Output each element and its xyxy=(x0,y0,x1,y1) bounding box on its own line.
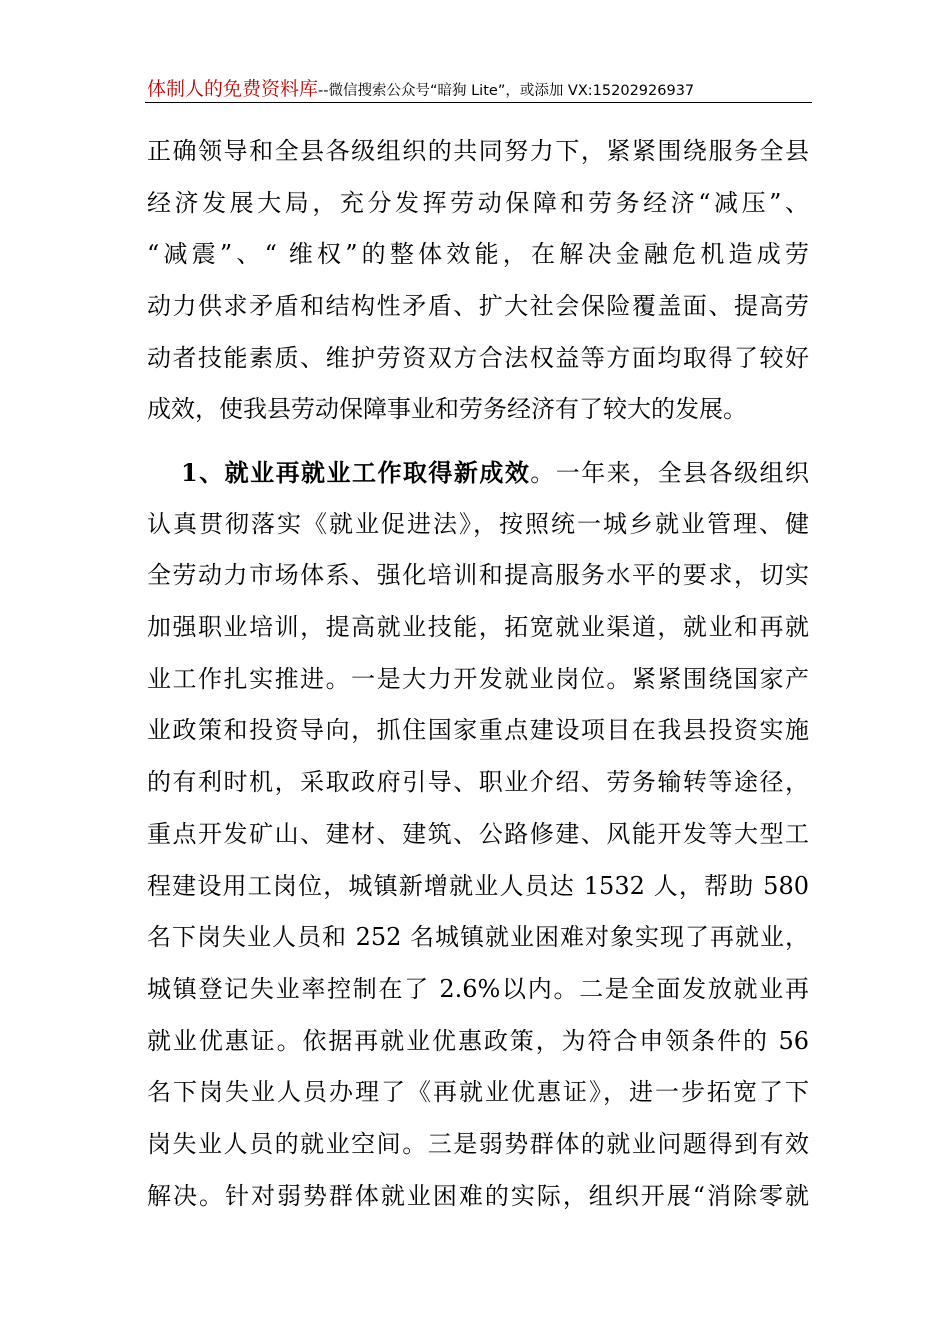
text-line: 正确领导和全县各级组织的共同努力下，紧紧围绕服务全县 xyxy=(147,137,809,165)
text-line: 城镇登记失业率控制在了 2.6%以内。二是全面发放就业再 xyxy=(147,974,809,1003)
section-heading: 1、就业再就业工作取得新成效 xyxy=(181,458,531,487)
paragraph-2 xyxy=(147,447,809,1222)
text-line: 程建设用工岗位，城镇新增就业人员达 1532 人，帮助 580 xyxy=(147,871,809,900)
text-line: 加强职业培训，提高就业技能，拓宽就业渠道，就业和再就 xyxy=(147,613,809,642)
text-line: 名下岗失业人员和 252 名城镇就业困难对象实现了再就业， xyxy=(147,923,809,952)
text-line: 业工作扎实推进。一是大力开发就业岗位。紧紧围绕国家产 xyxy=(147,664,809,693)
text-line: 全劳动力市场体系、强化培训和提高服务水平的要求，切实 xyxy=(147,561,809,590)
text-line xyxy=(147,447,809,499)
page-header xyxy=(147,76,812,102)
header-divider xyxy=(145,102,812,103)
text-line: 名下岗失业人员办理了《再就业优惠证》，进一步拓宽了下 xyxy=(147,1078,809,1107)
text-line: 成效，使我县劳动保障事业和劳务经济有了较大的发展。 xyxy=(147,395,747,424)
text-line: 业政策和投资导向，抓住国家重点建设项目在我县投资实施 xyxy=(147,716,809,745)
text-line: “减震”、“ 维权”的整体效能，在解决金融危机造成劳 xyxy=(147,240,809,269)
text-line: 就业优惠证。依据再就业优惠政策，为符合申领条件的 56 xyxy=(147,1026,809,1055)
text-line: 岗失业人员的就业空间。三是弱势群体的就业问题得到有效 xyxy=(147,1129,809,1158)
paragraph-1 xyxy=(147,126,809,436)
text-line: 经济发展大局，充分发挥劳动保障和劳务经济“减压”、 xyxy=(147,188,809,217)
text-line: 解决。针对弱势群体就业困难的实际，组织开展“消除零就 xyxy=(147,1181,809,1210)
header-brand: 体制人的免费资料库 xyxy=(147,78,319,100)
text-line: 的有利时机，采取政府引导、职业介绍、劳务输转等途径， xyxy=(147,768,809,797)
text-line: 动者技能素质、维护劳资双方合法权益等方面均取得了较好 xyxy=(147,343,809,372)
heading-trailing-text: 。一年来，全县各级组织 xyxy=(530,459,809,487)
text-line: 认真贯彻落实《就业促进法》，按照统一城乡就业管理、健 xyxy=(147,509,809,538)
text-line: 动力供求矛盾和结构性矛盾、扩大社会保险覆盖面、提高劳 xyxy=(147,292,809,321)
text-line: 重点开发矿山、建材、建筑、公路修建、风能开发等大型工 xyxy=(147,819,809,848)
header-note: --微信搜索公众号“暗狗 Lite”，或添加 VX:15202926937 xyxy=(318,83,695,99)
